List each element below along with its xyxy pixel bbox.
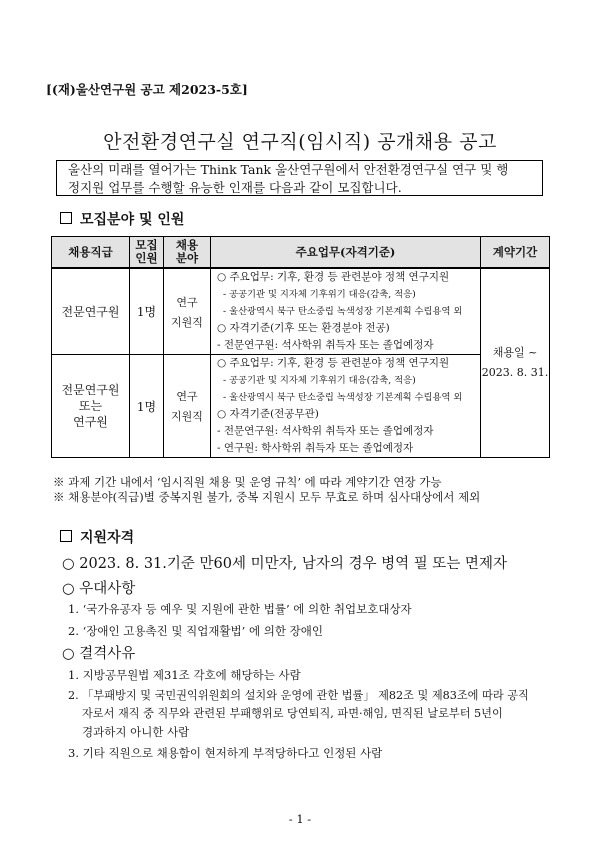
disqualification-item: 3. 기타 직원으로 채용함이 현저하게 부적당하다고 인정된 사람 (68, 746, 383, 760)
duty-line: - 울산광역시 북구 탄소중립 녹색성장 기본계획 수립용역 외 (223, 306, 463, 317)
preference-title: ○ 우대사항 (62, 581, 136, 597)
duty-line: - 전문연구원: 석사학위 취득자 또는 졸업예정자 (217, 339, 434, 351)
header-count-line-1: 모집 (135, 238, 158, 252)
row1-type (164, 268, 211, 355)
preference-item: 1. ‘국가유공자 등 예우 및 지원에 관한 법률’ 에 의한 취업보호대상자 (68, 602, 412, 616)
table-row (52, 268, 550, 355)
header-type-line-1: 채용 (175, 238, 199, 252)
section-title: 모집분야 및 인원 (80, 212, 185, 228)
period-line-1: 채용일 ~ (492, 346, 538, 359)
row2-duties (211, 355, 481, 458)
row2-grade (52, 355, 130, 458)
duty-line: ○ 자격기준(전공무관) (217, 408, 319, 420)
row1-grade: 전문연구원 (52, 268, 130, 355)
duty-line: - 전문연구원: 석사학위 취득자 또는 졸업예정자 (217, 425, 434, 437)
row2-type (164, 355, 211, 458)
header-duties: 주요업무(자격기준) (211, 237, 481, 269)
header-count (130, 237, 164, 269)
row1-type-line-2: 지원직 (171, 315, 203, 329)
header-type (164, 237, 211, 269)
notice-number: [(재)울산연구원 공고 제2023-5호] (46, 82, 248, 97)
disqualification-item: 2. 「부패방지 및 국민권익위원회의 설치와 운영에 관한 법률」 제82조 및 제83조에 따라 공직 (68, 689, 529, 702)
row2-grade-line-1: 전문연구원 (61, 383, 120, 397)
row2-grade-line-3: 연구원 (73, 415, 108, 429)
page-number: - 1 - (288, 812, 312, 826)
duty-line: ○ 주요업무: 기후, 환경 등 관련분야 정책 연구지원 (217, 271, 450, 283)
duty-line: ○ 자격기준(기후 또는 환경분야 전공) (217, 322, 390, 334)
row2-type-line-1: 연구 (176, 390, 198, 403)
age-condition: ○ 2023. 8. 31.기준 만60세 미만자, 남자의 경우 병역 필 또는 면제자 (62, 556, 507, 572)
row1-type-line-1: 연구 (176, 295, 198, 309)
note-duplicate: ※ 채용분야(직급)별 중복지원 불가, 중복 지원시 모두 무효로 하며 심사대상에서 제외 (53, 490, 481, 504)
row2-count: 1명 (130, 355, 164, 458)
preference-item: 2. ‘장애인 고용촉진 및 직업재활법’ 에 의한 장애인 (68, 624, 323, 638)
header-type-line-2: 분야 (175, 251, 199, 265)
period-line-2: 2023. 8. 31. (481, 366, 549, 379)
disqualification-item-cont: 경과하지 아니한 사람 (82, 725, 190, 739)
header-period: 계약기간 (481, 237, 550, 269)
section-title: 지원자격 (80, 530, 135, 546)
checkbox-square-icon (60, 212, 72, 224)
recruitment-table (51, 236, 550, 458)
row2-type-line-2: 지원직 (171, 410, 203, 423)
header-count-line-2: 인원 (135, 251, 158, 265)
duty-line: ○ 주요업무: 기후, 환경 등 관련분야 정책 연구지원 (217, 357, 450, 369)
page-title: 안전환경연구실 연구직(임시직) 공개채용 공고 (103, 131, 497, 153)
intro-line-2: 정지원 업무를 수행할 유능한 인재를 다음과 같이 모집합니다. (68, 180, 402, 195)
duty-line: - 연구원: 학사학위 취득자 또는 졸업예정자 (217, 442, 414, 454)
disqualification-item: 1. 지방공무원법 제31조 각호에 해당하는 사람 (68, 668, 301, 682)
disqualification-item-cont: 자로서 재직 중 직무와 관련된 부패행위로 당연퇴직, 파면·해임, 면직된 날로부터 5년이 (82, 707, 503, 720)
section-heading-eligibility (60, 527, 134, 547)
checkbox-square-icon (60, 530, 72, 542)
table-row (52, 355, 550, 458)
row2-grade-line-2: 또는 (78, 399, 103, 413)
note-extension: ※ 과제 기간 내에서 ‘임시직원 채용 및 운영 규칙’ 에 따라 계약기간 연장 가능 (53, 475, 442, 489)
duty-line: - 공공기관 및 지자체 기후위기 대응(감축, 적응) (223, 289, 416, 300)
duty-line: - 공공기관 및 지자체 기후위기 대응(감축, 적응) (223, 375, 416, 386)
row1-duties (211, 268, 481, 355)
intro-line-1: 울산의 미래를 열어가는 Think Tank 울산연구원에서 안전환경연구실 연구 및 행 (68, 162, 509, 177)
header-grade: 채용직급 (52, 237, 130, 269)
section-heading-recruitment (60, 209, 184, 229)
table-header-row (52, 237, 550, 269)
duty-line: - 울산광역시 북구 탄소중립 녹색성장 기본계획 수립용역 외 (223, 392, 463, 403)
disqualification-title: ○ 결격사유 (62, 646, 136, 662)
row1-count: 1명 (130, 268, 164, 355)
intro-box (56, 160, 543, 196)
contract-period (481, 268, 550, 458)
